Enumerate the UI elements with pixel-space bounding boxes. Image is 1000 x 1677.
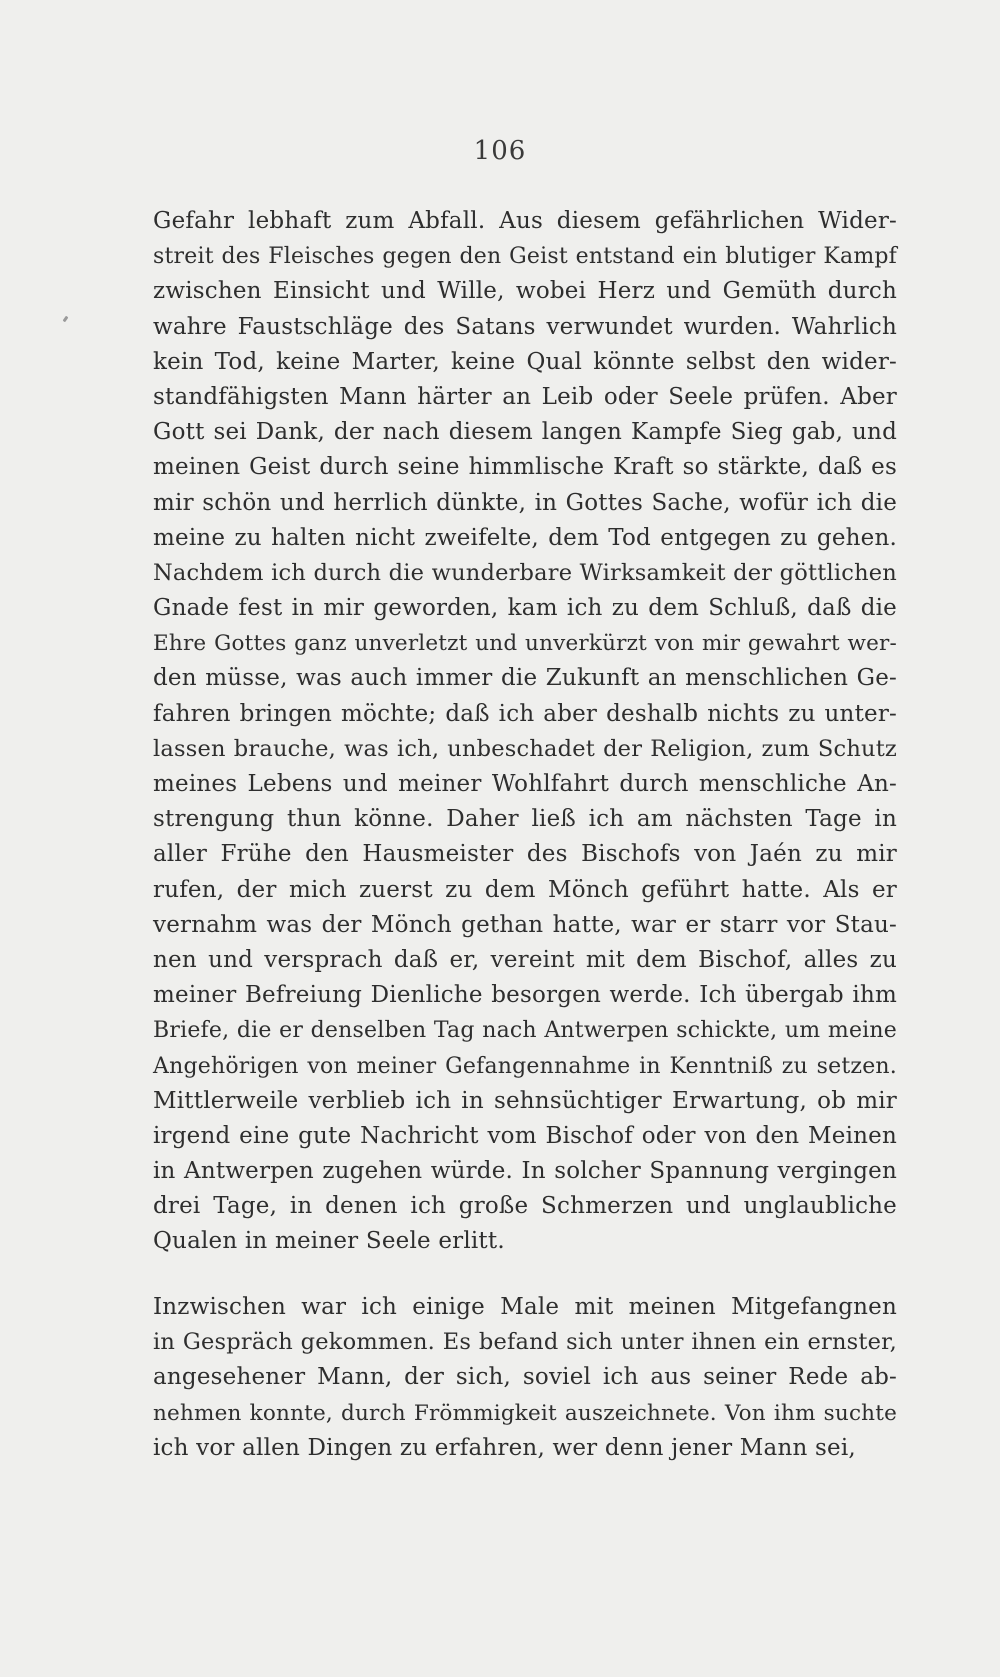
paper-speck (63, 316, 69, 323)
text-line: ich vor allen Dingen zu erfahren, wer denn jener Mann sei, (153, 1434, 856, 1461)
text-line: Ehre Gottes ganz unverletzt und unverkürzt von mir gewahrt wer- (153, 631, 897, 657)
text-line: lassen brauche, was ich, unbeschadet der Religion, zum Schutz (153, 735, 897, 762)
text-line: Angehörigen von meiner Gefangennahme in Kenntniß zu setzen. (153, 1053, 897, 1079)
text-line: kein Tod, keine Marter, keine Qual könnte selbst den wider- (153, 348, 897, 375)
text-line: wahre Faustschläge des Satans verwundet wurden. Wahrlich (153, 313, 897, 340)
text-line: meines Lebens und meiner Wohlfahrt durch menschliche An- (153, 771, 897, 797)
text-line: Mittlerweile verblieb ich in sehnsüchtiger Erwartung, ob mir (153, 1087, 897, 1114)
paragraph-1 (153, 204, 897, 1260)
text-line: Gefahr lebhaft zum Abfall. Aus diesem gefährlichen Wider- (153, 208, 897, 234)
text-line: nen und versprach daß er, vereint mit dem Bischof, alles zu (153, 946, 897, 973)
text-line: fahren bringen möchte; daß ich aber deshalb nichts zu unter- (153, 700, 897, 727)
text-line: in Antwerpen zugehen würde. In solcher Spannung vergingen (153, 1158, 897, 1185)
text-line: Briefe, die er denselben Tag nach Antwerpen schickte, um meine (153, 1018, 897, 1044)
text-line: meinen Geist durch seine himmlische Kraft so stärkte, daß es (153, 454, 897, 481)
text-line: vernahm was der Mönch gethan hatte, war er starr vor Stau- (153, 911, 897, 938)
text-line: meine zu halten nicht zweifelte, dem Tod entgegen zu gehen. (153, 524, 897, 551)
text-line: nehmen konnte, durch Frömmigkeit auszeichnete. Von ihm suchte (153, 1400, 897, 1426)
text-line: Nachdem ich durch die wunderbare Wirksamkeit der göttlichen (153, 559, 897, 586)
text-line: meiner Befreiung Dienliche besorgen werde. Ich übergab ihm (153, 982, 897, 1009)
text-line: Gott sei Dank, der nach diesem langen Kampfe Sieg gab, und (153, 419, 897, 446)
text-line: rufen, der mich zuerst zu dem Mönch geführt hatte. Als er (153, 876, 897, 903)
text-line: in Gespräch gekommen. Es befand sich unter ihnen ein ernster, (153, 1329, 897, 1356)
text-line: zwischen Einsicht und Wille, wobei Herz und Gemüth durch (153, 278, 897, 305)
text-line: strengung thun könne. Daher ließ ich am nächsten Tage in (153, 806, 897, 833)
text-line: drei Tage, in denen ich große Schmerzen und unglaubliche (153, 1193, 897, 1220)
text-line: Qualen in meiner Seele erlitt. (153, 1228, 505, 1255)
text-line: Gnade fest in mir geworden, kam ich zu dem Schluß, daß die (153, 595, 897, 622)
page-number: 106 (473, 136, 527, 166)
text-line: irgend eine gute Nachricht vom Bischof oder von den Meinen (153, 1122, 897, 1149)
text-line: mir schön und herrlich dünkte, in Gottes Sache, wofür ich die (153, 489, 897, 516)
text-line: aller Frühe den Hausmeister des Bischofs von Jaén zu mir (153, 841, 897, 868)
text-line: standfähigsten Mann härter an Leib oder Seele prüfen. Aber (153, 383, 897, 410)
paragraph-2 (153, 1290, 897, 1466)
text-line: Inzwischen war ich einige Male mit meinen Mitgefangnen (153, 1294, 897, 1320)
text-line: den müsse, was auch immer die Zukunft an menschlichen Ge- (153, 665, 897, 692)
text-line: angesehener Mann, der sich, soviel ich aus seiner Rede ab- (153, 1364, 897, 1391)
text-line: streit des Fleisches gegen den Geist entstand ein blutiger Kampf (153, 244, 897, 270)
